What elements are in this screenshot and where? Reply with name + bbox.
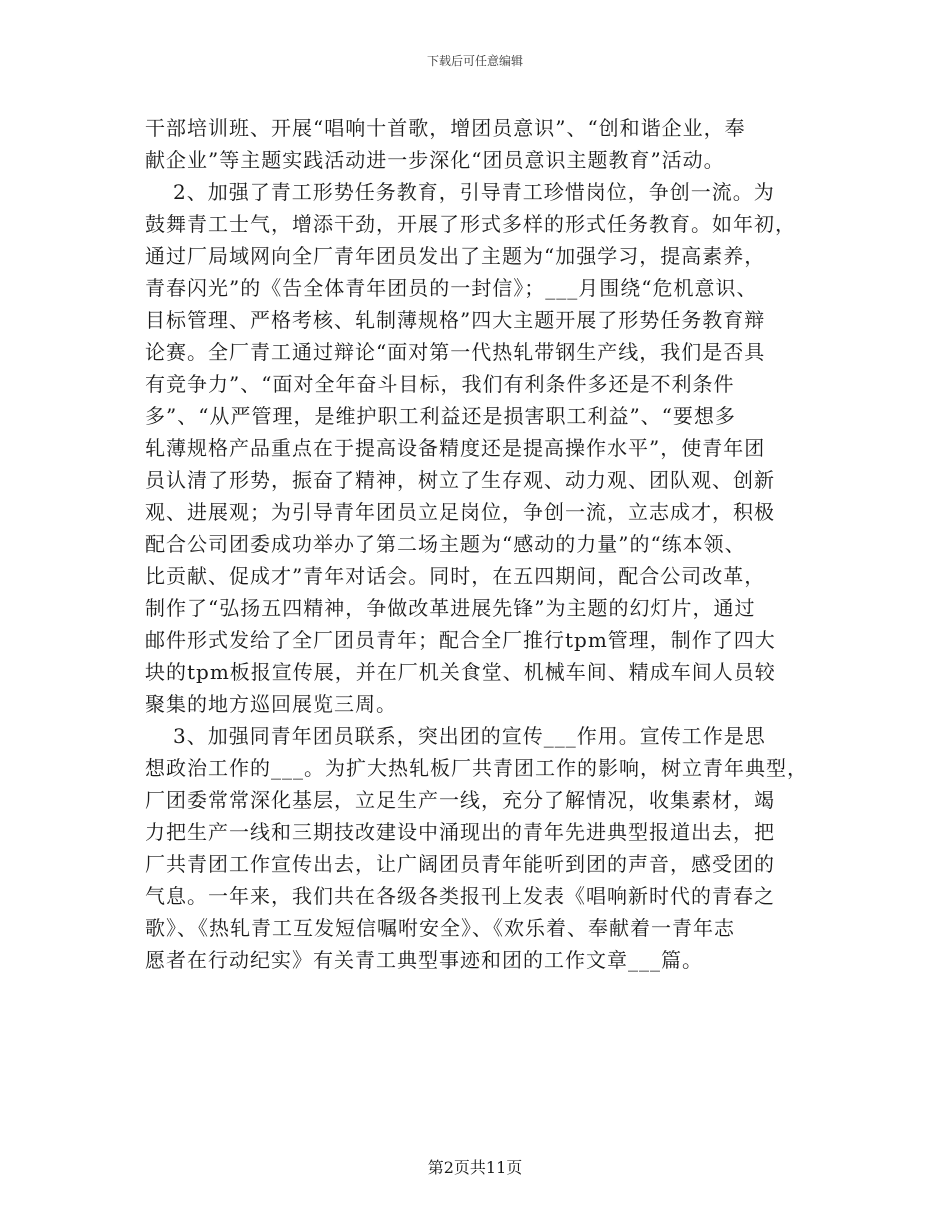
text-line: 愿者在行动纪实》有关青工典型事迹和团的工作文章___篇。 <box>145 948 703 972</box>
text-line: 轧薄规格产品重点在于提高设备精度还是提高操作水平”，使青年团 <box>145 436 766 460</box>
text-line: 块的tpm板报宣传展，并在厂机关食堂、机械车间、精成车间人员较 <box>145 660 776 684</box>
paragraph-3 <box>145 720 810 976</box>
text-line: 气息。一年来，我们共在各级各类报刊上发表《唱响新时代的青春之 <box>145 884 775 908</box>
page-header-note: 下载后可任意编辑 <box>426 54 523 68</box>
page-footer-page-info: 第2页共11页 <box>427 1158 523 1177</box>
paragraph-2 <box>145 176 810 720</box>
text-line: 有竞争力”、“面对全年奋斗目标，我们有利条件多还是不利条件 <box>145 372 735 396</box>
text-line: 献企业”等主题实践活动进一步深化“团员意识主题教育”活动。 <box>145 148 725 172</box>
text-line: 制作了“弘扬五四精神，争做改革进展先锋”为主题的幻灯片，通过 <box>145 596 756 620</box>
text-line: 员认清了形势，振奋了精神，树立了生存观、动力观、团队观、创新 <box>145 468 775 492</box>
text-line: 力把生产一线和三期技改建设中涌现出的青年先进典型报道出去，把 <box>145 820 775 844</box>
text-line: 比贡献、促成才”青年对话会。同时，在五四期间，配合公司改革， <box>145 564 766 588</box>
text-line: 2、加强了青工形势任务教育，引导青工珍惜岗位，争创一流。为 <box>173 180 775 204</box>
text-line: 鼓舞青工士气，增添干劲，开展了形式多样的形式任务教育。如年初， <box>145 212 796 236</box>
text-line: 多”、“从严管理，是维护职工利益还是损害职工利益”、“要想多 <box>145 404 736 428</box>
text-line: 3、加强同青年团员联系，突出团的宣传___作用。宣传工作是思 <box>173 724 766 748</box>
text-line: 干部培训班、开展“唱响十首歌，增团员意识”、“创和谐企业，奉 <box>145 116 746 140</box>
paragraph-1 <box>145 112 810 176</box>
text-line: 歌》、《热轧青工互发短信嘱咐安全》、《欢乐着、奉献着一青年志 <box>145 916 735 940</box>
text-line: 论赛。全厂青工通过辩论“面对第一代热轧带钢生产线，我们是否具 <box>145 340 766 364</box>
text-line: 目标管理、严格考核、轧制薄规格”四大主题开展了形势任务教育辩 <box>145 308 766 332</box>
text-line: 厂团委常常深化基层，立足生产一线，充分了解情况，收集素材，竭 <box>145 788 775 812</box>
text-line: 通过厂局域网向全厂青年团员发出了主题为“加强学习，提高素养， <box>145 244 766 268</box>
document-body <box>145 112 810 976</box>
text-line: 厂共青团工作宣传出去，让广阔团员青年能听到团的声音，感受团的 <box>145 852 775 876</box>
text-line: 想政治工作的___。为扩大热轧板厂共青团工作的影响，树立青年典型， <box>145 756 808 780</box>
text-line: 邮件形式发给了全厂团员青年；配合全厂推行tpm管理，制作了四大 <box>145 628 776 652</box>
text-line: 聚集的地方巡回展览三周。 <box>145 692 397 716</box>
text-line: 观、进展观；为引导青年团员立足岗位，争创一流，立志成才，积极 <box>145 500 775 524</box>
text-line: 配合公司团委成功举办了第二场主题为“感动的力量”的“练本领、 <box>145 532 746 556</box>
text-line: 青春闪光”的《告全体青年团员的一封信》；___月围绕“危机意识、 <box>145 276 758 300</box>
